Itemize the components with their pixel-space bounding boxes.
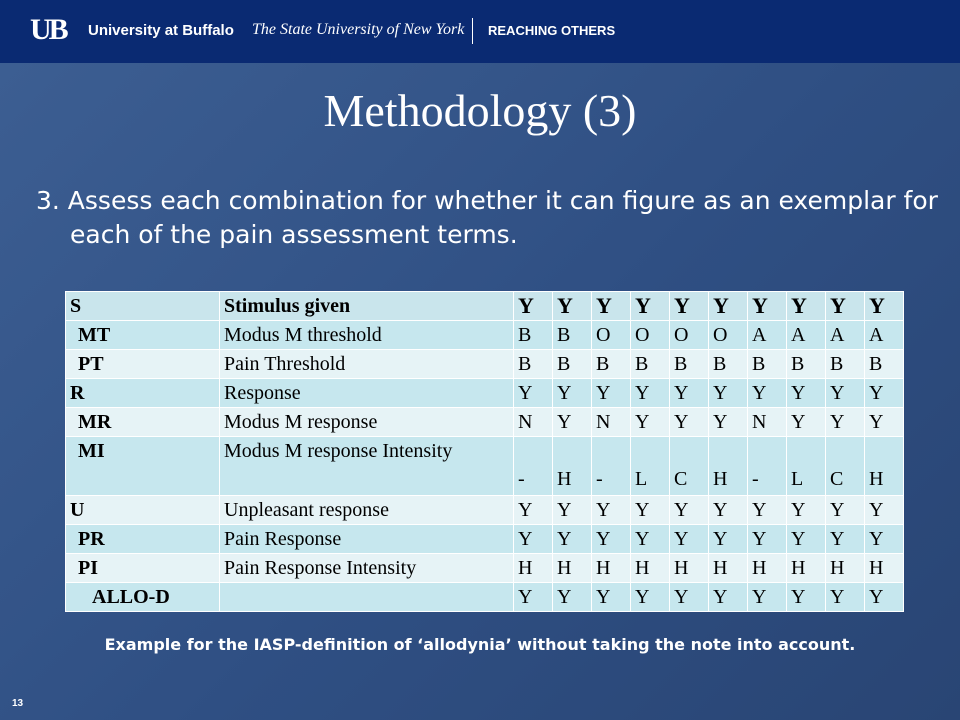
value-cell: Y [826,379,865,408]
value-cell: H [826,554,865,583]
value-cell: Y [592,379,631,408]
value-cell: Y [631,496,670,525]
value-cell: - [592,437,631,496]
value-cell: Y [514,292,553,321]
value-cell: C [670,437,709,496]
value-cell: Y [631,292,670,321]
row-description: Modus M response Intensity [220,437,514,496]
value-cell: Y [787,525,826,554]
value-cell: Y [787,292,826,321]
slide-title: Methodology (3) [323,85,637,136]
value-cell: H [631,554,670,583]
table-body [66,292,904,612]
value-cell: Y [553,525,592,554]
value-cell: Y [826,583,865,612]
row-description: Pain Threshold [220,350,514,379]
value-cell: Y [748,496,787,525]
university-name: University at Buffalo [88,22,234,39]
value-cell: Y [553,292,592,321]
row-code: PI [66,554,220,583]
table-row [66,350,904,379]
value-cell: - [514,437,553,496]
value-cell: B [553,321,592,350]
value-cell: H [553,437,592,496]
row-code: MI [66,437,220,496]
value-cell: Y [631,583,670,612]
value-cell: O [709,321,748,350]
value-cell: Y [748,525,787,554]
row-description: Pain Response [220,525,514,554]
value-cell: Y [631,408,670,437]
value-cell: H [709,554,748,583]
value-cell: B [748,350,787,379]
value-cell: B [631,350,670,379]
value-cell: Y [670,496,709,525]
row-description: Response [220,379,514,408]
value-cell: B [865,350,904,379]
row-code: PR [66,525,220,554]
row-description: Modus M response [220,408,514,437]
value-cell: A [787,321,826,350]
row-code: U [66,496,220,525]
value-cell: B [592,350,631,379]
table-row [66,554,904,583]
table-row [66,379,904,408]
value-cell: N [514,408,553,437]
value-cell: H [865,554,904,583]
value-cell: N [748,408,787,437]
value-cell: Y [514,583,553,612]
bullet-text: 3. Assess each combination for whether it can figure as an exemplar for each of the pain assessment terms. [36,186,938,249]
value-cell: B [826,350,865,379]
value-cell: H [670,554,709,583]
row-code: ALLO-D [66,583,220,612]
value-cell: Y [865,525,904,554]
value-cell: C [826,437,865,496]
caption: Example for the IASP-definition of ‘allodynia’ without taking the note into account. [104,635,856,654]
value-cell: N [592,408,631,437]
value-cell: Y [553,496,592,525]
value-cell: Y [748,292,787,321]
value-cell: Y [592,525,631,554]
value-cell: Y [709,583,748,612]
value-cell: L [631,437,670,496]
value-cell: Y [514,496,553,525]
row-code: S [66,292,220,321]
suny-label: The State University of New York [252,21,465,38]
value-cell: H [592,554,631,583]
value-cell: Y [787,408,826,437]
value-cell: B [514,350,553,379]
value-cell: Y [709,496,748,525]
row-code: MR [66,408,220,437]
value-cell: Y [709,525,748,554]
value-cell: H [709,437,748,496]
value-cell: Y [514,379,553,408]
row-description: Stimulus given [220,292,514,321]
value-cell: H [748,554,787,583]
value-cell: Y [826,408,865,437]
table-row [66,583,904,612]
value-cell: O [592,321,631,350]
header-banner [0,0,960,63]
value-cell: Y [865,292,904,321]
value-cell: Y [631,379,670,408]
value-cell: B [553,350,592,379]
value-cell: Y [670,408,709,437]
header-divider [472,18,473,44]
value-cell: B [787,350,826,379]
value-cell: B [670,350,709,379]
value-cell: Y [865,583,904,612]
value-cell: Y [592,496,631,525]
value-cell: H [553,554,592,583]
value-cell: B [709,350,748,379]
row-description: Unpleasant response [220,496,514,525]
value-cell: B [514,321,553,350]
row-code: PT [66,350,220,379]
value-cell: Y [787,496,826,525]
value-cell: O [670,321,709,350]
row-description: Pain Response Intensity [220,554,514,583]
table-row [66,525,904,554]
row-description [220,583,514,612]
value-cell: Y [709,379,748,408]
value-cell: Y [553,408,592,437]
value-cell: Y [670,292,709,321]
value-cell: Y [865,496,904,525]
value-cell: Y [865,379,904,408]
value-cell: Y [592,292,631,321]
value-cell: Y [592,583,631,612]
value-cell: Y [787,379,826,408]
table-row [66,408,904,437]
value-cell: Y [670,379,709,408]
value-cell: Y [631,525,670,554]
value-cell: O [631,321,670,350]
value-cell: H [787,554,826,583]
row-description: Modus M threshold [220,321,514,350]
value-cell: A [826,321,865,350]
value-cell: Y [748,379,787,408]
table-row [66,292,904,321]
value-cell: Y [865,408,904,437]
value-cell: Y [709,408,748,437]
value-cell: Y [748,583,787,612]
assessment-table [65,291,904,612]
value-cell: H [514,554,553,583]
row-code: MT [66,321,220,350]
value-cell: Y [787,583,826,612]
value-cell: A [748,321,787,350]
value-cell: Y [670,583,709,612]
value-cell: - [748,437,787,496]
value-cell: Y [670,525,709,554]
value-cell: Y [709,292,748,321]
row-code: R [66,379,220,408]
table-row [66,437,904,496]
value-cell: Y [826,292,865,321]
value-cell: Y [826,525,865,554]
value-cell: L [787,437,826,496]
value-cell: Y [514,525,553,554]
table-row [66,496,904,525]
ub-logo: UB [30,13,66,46]
value-cell: Y [553,583,592,612]
tagline: REACHING OTHERS [488,23,616,38]
value-cell: A [865,321,904,350]
table-row [66,321,904,350]
value-cell: Y [826,496,865,525]
page-number: 13 [12,698,24,709]
value-cell: H [865,437,904,496]
value-cell: Y [553,379,592,408]
